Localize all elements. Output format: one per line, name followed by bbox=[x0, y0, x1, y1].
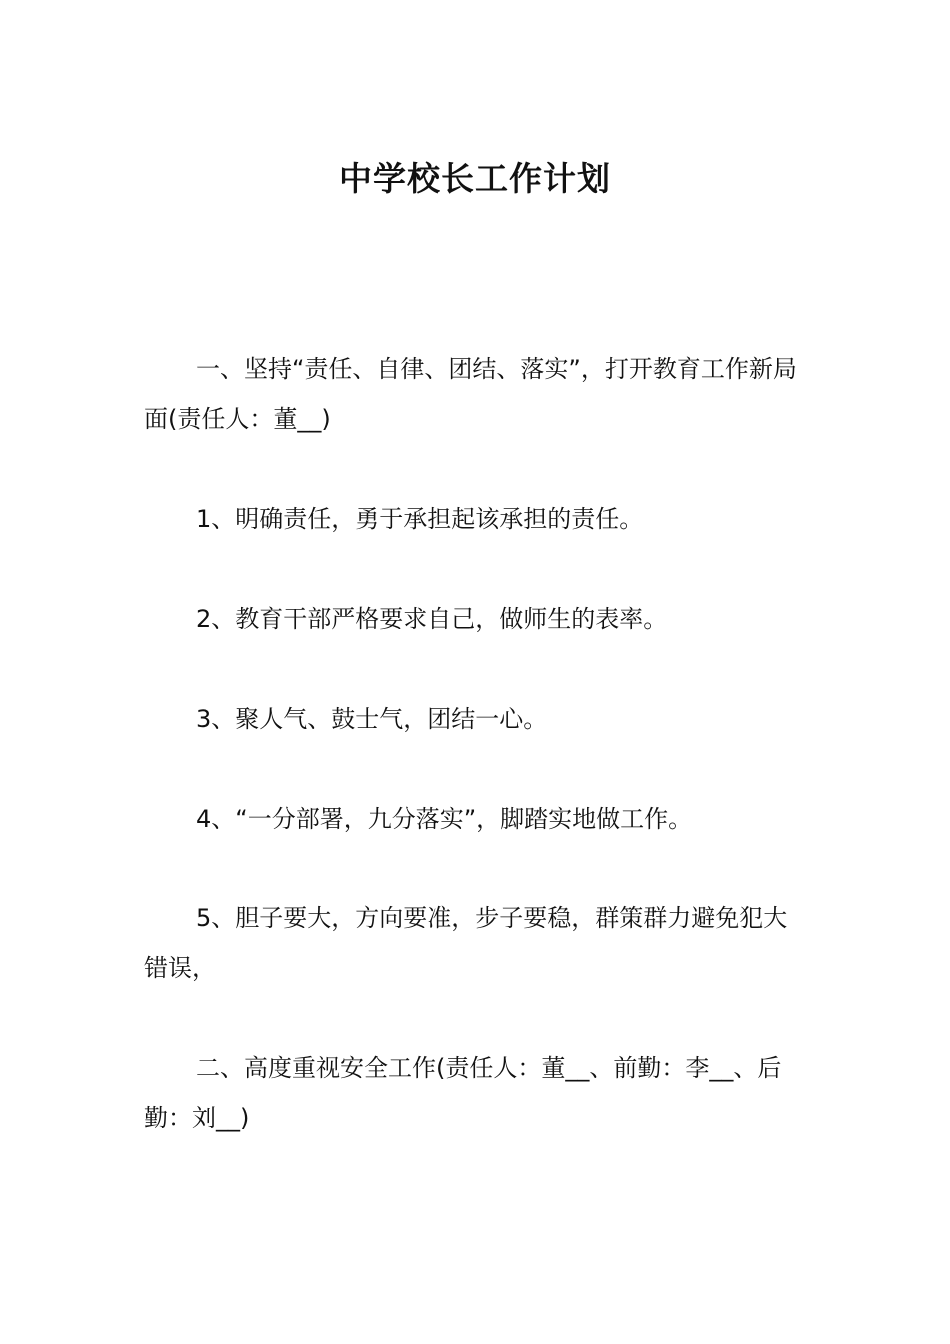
list-item-1: 1、明确责任，勇于承担起该承担的责任。 bbox=[196, 505, 644, 533]
document-title: 中学校长工作计划 bbox=[339, 159, 611, 198]
list-item-4: 4、“一分部署，九分落实”，脚踏实地做工作。 bbox=[196, 805, 693, 833]
section-heading-2: 二、高度重视安全工作(责任人：董__、前勤：李__、后勤：刘__) bbox=[144, 1054, 782, 1132]
section-heading-1: 一、坚持“责任、自律、团结、落实”，打开教育工作新局面(责任人：董__) bbox=[144, 355, 797, 433]
list-item-5: 5、胆子要大，方向要准，步子要稳，群策群力避免犯大错误， bbox=[144, 904, 788, 982]
list-item-2: 2、教育干部严格要求自己，做师生的表率。 bbox=[196, 605, 668, 633]
list-item-3: 3、聚人气、鼓士气，团结一心。 bbox=[196, 705, 548, 733]
